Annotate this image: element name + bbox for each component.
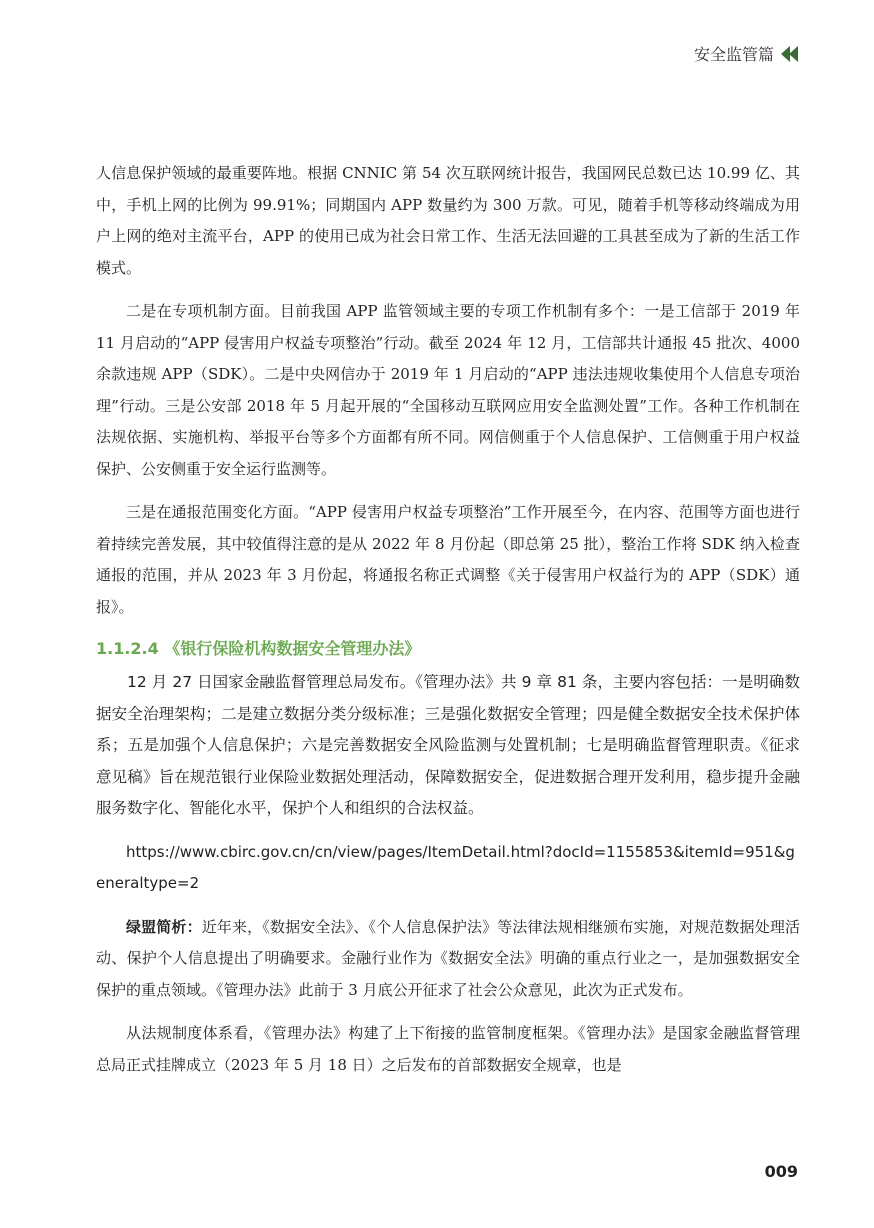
analysis-label: 绿盟简析： xyxy=(126,917,202,936)
paragraph-report-scope: 三是在通报范围变化方面。“APP 侵害用户权益专项整治”工作开展至今，在内容、范围等方面也进行着持续完善发展，其中较值得注意的是从 2022 年 8 月份起（即总第 25 批），整治工作将 SDK 纳入检查通报的范围，并从 2023 年 3 月份起，将通报名称正式调整《关于侵害用户权益行为的 APP（SDK）通报》。 xyxy=(96,503,800,616)
paragraph-cnnic: 人信息保护领域的最重要阵地。根据 CNNIC 第 54 次互联网统计报告，我国网民总数已达 10.99 亿、其中，手机上网的比例为 99.91%；同期国内 APP 数量约为 300 万款。可见，随着手机等移动终端成为用户上网的绝对主流平台，APP 的使用已成为社会日常工作、生活无法回避的工具甚至成为了新的生活工作模式。 xyxy=(96,164,801,277)
page-header xyxy=(694,42,798,65)
analysis-text: 近年来，《数据安全法》、《个人信息保护法》等法律法规相继颁布实施，对规范数据处理活动、保护个人信息提出了明确要求。金融行业作为《数据安全法》明确的重点行业之一，是加强数据安全保护的重点领域。《管理办法》此前于 3 月底公开征求了社会公众意见，此次为正式发布。 xyxy=(96,917,800,999)
double-left-arrow-icon xyxy=(782,46,798,62)
source-url: https://www.cbirc.gov.cn/cn/view/pages/ItemDetail.html?docId=1155853&itemId=951&generaltype=2 xyxy=(96,842,795,892)
paragraph-framework: 从法规制度体系看，《管理办法》构建了上下衔接的监管制度框架。《管理办法》是国家金融监督管理总局正式挂牌成立（2023 年 5 月 18 日）之后发布的首部数据安全规章，也是 xyxy=(96,1024,800,1074)
section-title: 1.1.2.4 《银行保险机构数据安全管理办法》 xyxy=(96,639,421,658)
header-title: 安全监管篇 xyxy=(693,45,774,64)
paragraph-analysis xyxy=(96,912,800,1007)
paragraph-special-mechanism: 二是在专项机制方面。目前我国 APP 监管领域主要的专项工作机制有多个：一是工信部于 2019 年 11 月启动的“APP 侵害用户权益专项整治”行动。截至 2024 年 12 月，工信部共计通报 45 批次、4000 余款违规 APP（SDK）。二是中央网信办于 2019 年 1 月启动的“APP 违法违规收集使用个人信息专项治理”行动。三是公安部 2018 年 5 月起开展的“全国移动互联网应用安全监测处置”工作。各种工作机制在法规依据、实施机构、举报平台等多个方面都有所不同。网信侧重于个人信息保护、工信侧重于用户权益保护、公安侧重于安全运行监测等。 xyxy=(96,302,800,478)
document-body xyxy=(96,158,800,1081)
paragraph-regulation-summary: 12 月 27 日国家金融监督管理总局发布。《管理办法》共 9 章 81 条，主要内容包括：一是明确数据安全治理架构；二是建立数据分类分级标准；三是强化数据安全管理；四是健全数据安全技术保护体系；五是加强个人信息保护；六是完善数据安全风险监测与处置机制；七是明确监督管理职责。《征求意见稿》旨在规范银行业保险业数据处理活动，保障数据安全，促进数据合理开发利用，稳步提升金融服务数字化、智能化水平，保护个人和组织的合法权益。 xyxy=(96,673,800,817)
page-number: 009 xyxy=(764,1162,798,1181)
